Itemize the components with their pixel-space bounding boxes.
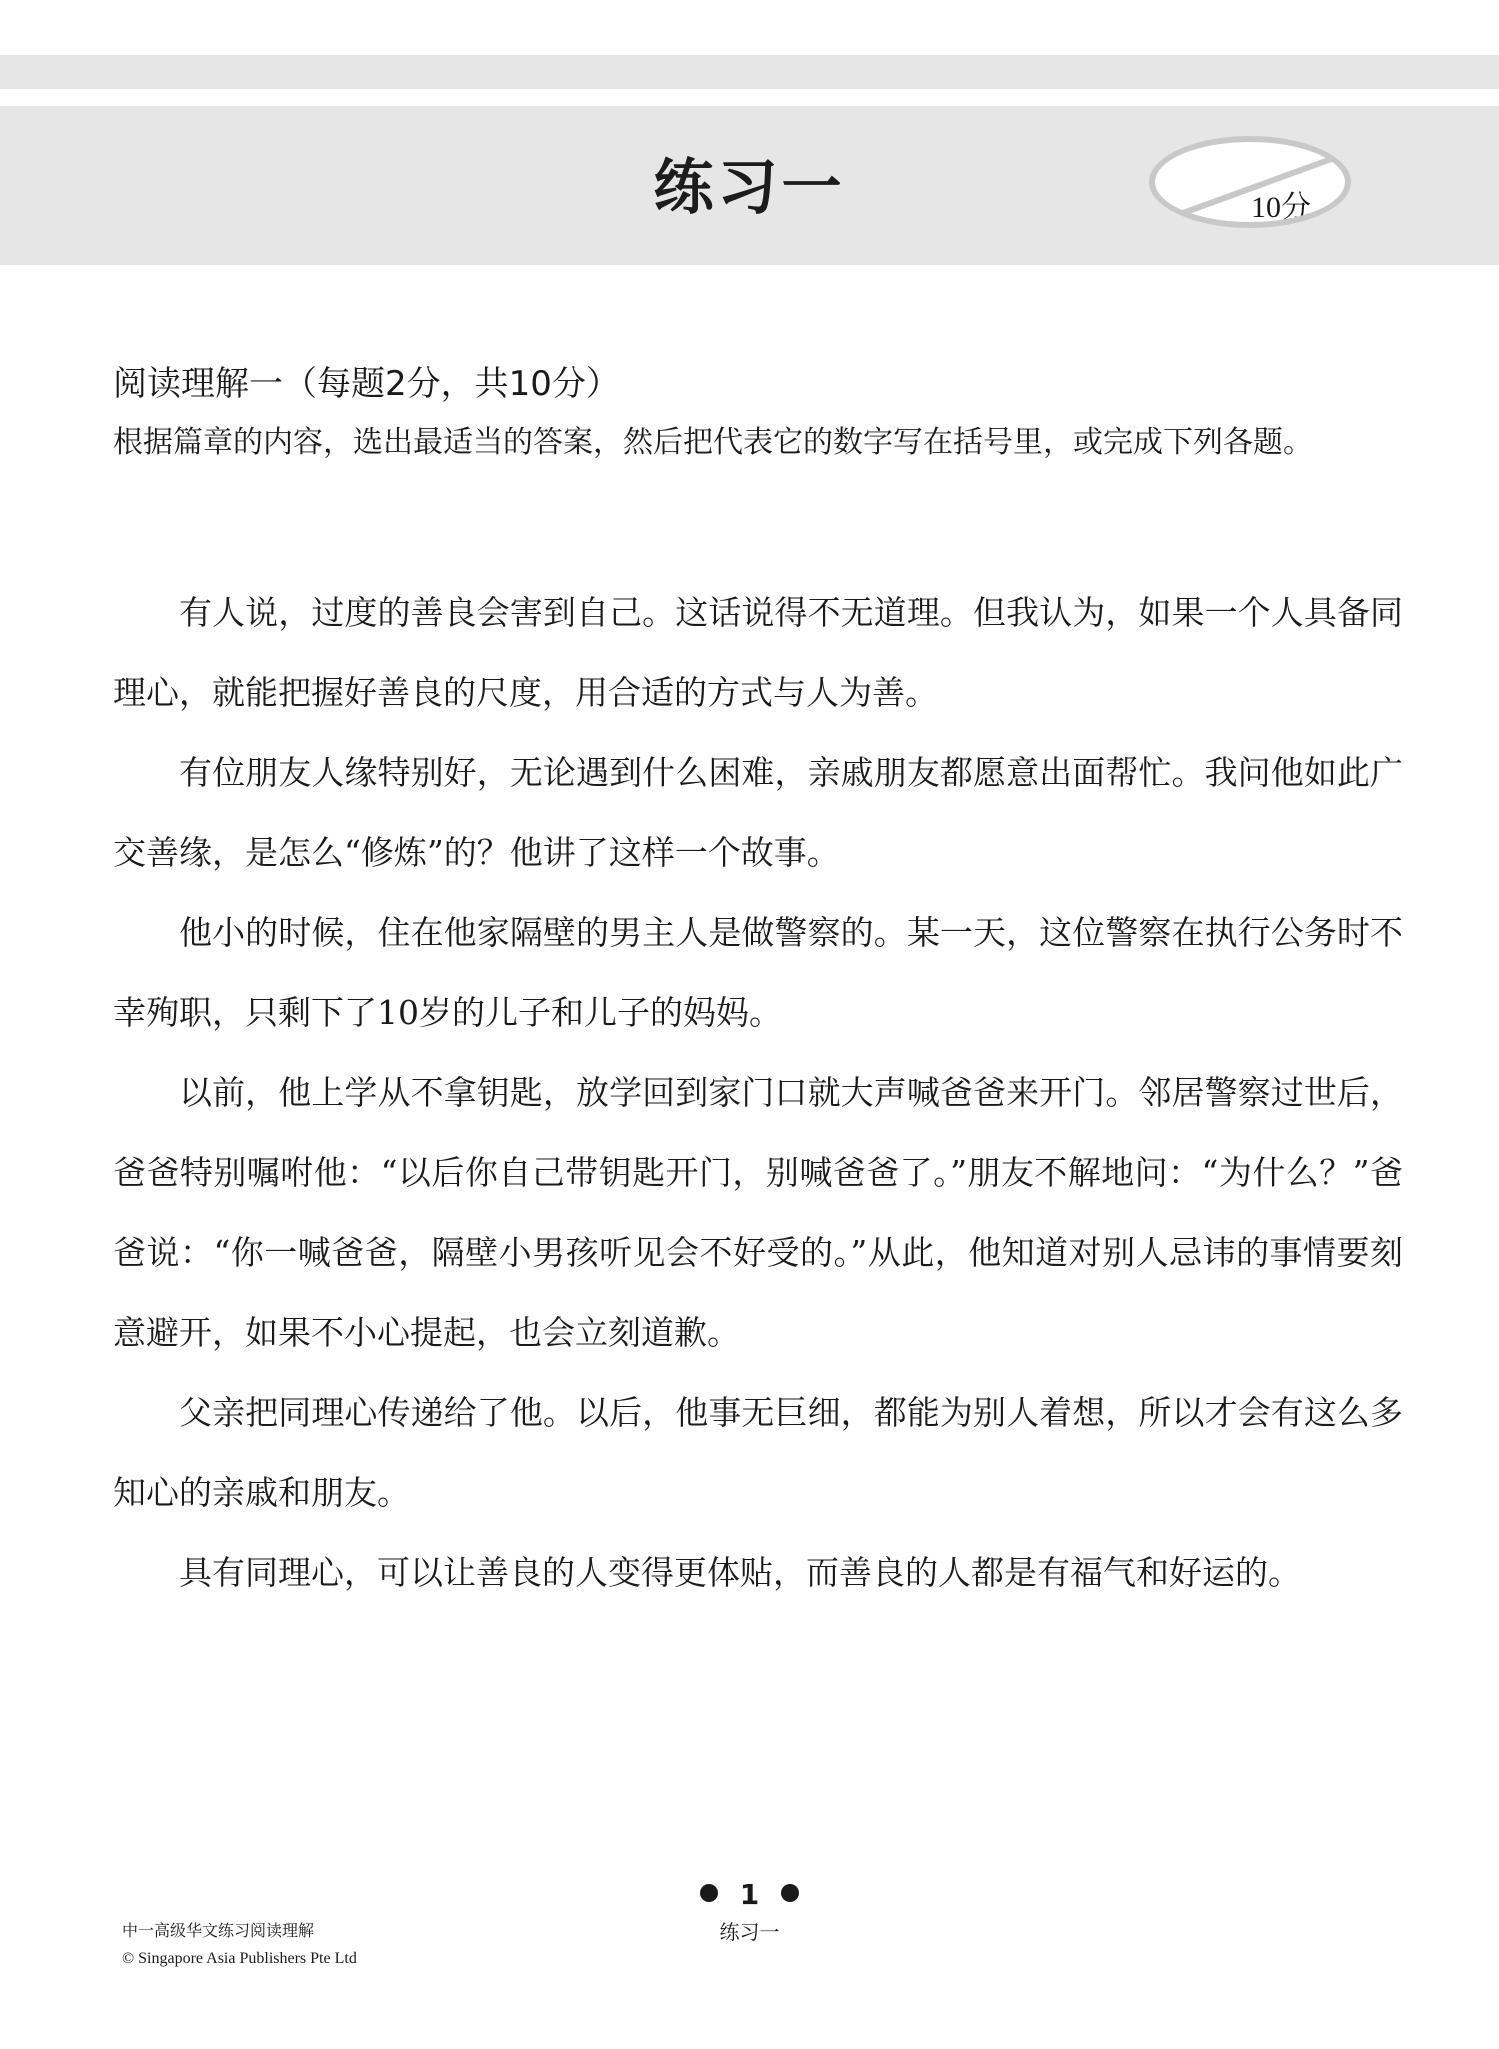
section-heading: 阅读理解一（每题2分，共10分） [113,364,620,404]
footer-publisher [122,1918,357,1972]
page-section-label: 练习一 [719,1920,780,1944]
instructions: 根据篇章的内容，选出最适当的答案，然后把代表它的数字写在括号里，或完成下列各题。 [113,425,1313,460]
passage-paragraph-4: 以前，他上学从不拿钥匙，放学回到家门口就大声喊爸爸来开门。邻居警察过世后，爸爸特别嘱咐他：“以后你自己带钥匙开门，别喊爸爸了。”朋友不解地问：“为什么？”爸爸说：“你一喊爸爸，隔壁小男孩听见会不好受的。”从此，他知道对别人忌讳的事情要刻意避开，如果不小心提起，也会立刻道歉。 [113,1073,1403,1352]
page-number [0,1878,1499,1911]
score-total: 10分 [1251,191,1311,224]
passage-paragraph-1: 有人说，过度的善良会害到自己。这话说得不无道理。但我认为，如果一个人具备同理心，就能把握好善良的尺度，用合适的方式与人为善。 [113,593,1403,712]
reading-passage [113,573,1403,1613]
book-title: 中一高级华文练习阅读理解 [122,1923,315,1940]
passage-paragraph-2: 有位朋友人缘特别好，无论遇到什么困难，亲戚朋友都愿意出面帮忙。我问他如此广交善缘，是怎么“修炼”的？他讲了这样一个故事。 [113,753,1403,872]
page-title: 练习一 [653,153,846,223]
score-badge [1149,136,1351,228]
bullet-dot-icon [700,1884,718,1902]
copyright: © Singapore Asia Publishers Pte Ltd [122,1950,357,1967]
header-top-band [0,55,1499,89]
bullet-dot-icon [781,1884,799,1902]
page-number-value: 1 [739,1878,760,1911]
passage-paragraph-6: 具有同理心，可以让善良的人变得更体贴，而善良的人都是有福气和好运的。 [179,1553,1301,1592]
passage-paragraph-5: 父亲把同理心传递给了他。以后，他事无巨细，都能为别人着想，所以才会有这么多知心的亲戚和朋友。 [113,1393,1403,1512]
passage-paragraph-3: 他小的时候，住在他家隔壁的男主人是做警察的。某一天，这位警察在执行公务时不幸殉职，只剩下了10岁的儿子和儿子的妈妈。 [113,913,1403,1032]
